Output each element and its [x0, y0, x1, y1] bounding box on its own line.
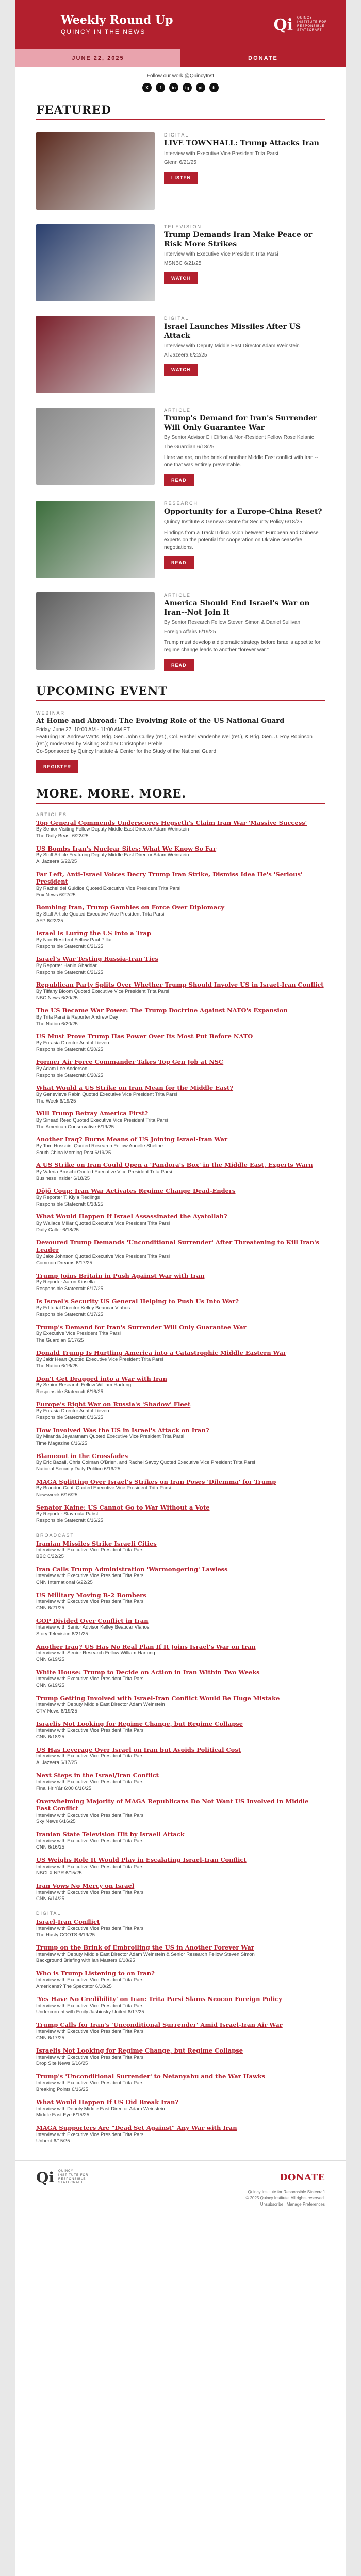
featured-title: FEATURED	[36, 104, 111, 117]
section-divider	[36, 803, 325, 804]
news-item-outlet: Drop Site News 6/16/25	[36, 2061, 88, 2067]
news-item	[36, 1452, 325, 1473]
footer-logo-mark: Qi	[36, 2169, 55, 2187]
footer	[15, 2160, 346, 2228]
news-item-meta: By Reporter T. Kiyla Redlings	[36, 1194, 100, 1200]
news-item-link[interactable]: MAGA Supporters Are "Dead Set Against" Any War with Iran	[36, 2124, 237, 2132]
featured-desc: Trump must develop a diplomatic strategy before Israel's appetite for regime change leads to another "forever war."	[164, 640, 321, 653]
news-item-outlet: Responsible Statecraft 6/16/25	[36, 1414, 103, 1420]
news-item-outlet: Newsweek 6/16/25	[36, 1492, 78, 1498]
news-item	[36, 955, 325, 976]
social-icon[interactable]: f	[156, 83, 165, 92]
news-item-link[interactable]: White House: Trump to Decide on Action in Iran Within Two Weeks	[36, 1668, 260, 1676]
news-item-meta: Interview with Executive Vice President Trita Parsi	[36, 1727, 145, 1734]
news-item-outlet: NBC News 6/20/25	[36, 995, 78, 1001]
featured-outlet: The Guardian 6/18/25	[164, 444, 215, 450]
news-item-meta: By Reporter Hanin Ghaddar	[36, 962, 97, 969]
news-item-outlet: Background Briefing with Ian Masters 6/18/25	[36, 1958, 135, 1964]
news-item-outlet: Middle East Eye 6/15/25	[36, 2112, 89, 2119]
date-bar	[15, 49, 346, 67]
news-item	[36, 1110, 325, 1130]
news-item-outlet: Final Hr Y&r 6:00 6/16/25	[36, 1785, 92, 1791]
social-icon[interactable]: X	[142, 83, 152, 92]
news-item-meta: Interview with Deputy Middle East Director Adam Weinstein & Senior Research Fellow Steven Simon	[36, 1951, 255, 1957]
news-item-outlet: Breaking Points 6/16/25	[36, 2087, 88, 2093]
news-item	[36, 819, 325, 840]
news-item-meta: Interview with Executive Vice President Trita Parsi	[36, 1547, 145, 1553]
header-subtitle: QUINCY IN THE NEWS	[61, 28, 146, 36]
featured-tag: DIGITAL	[164, 316, 189, 321]
news-item-link[interactable]: Trump's Demand for Iran's Surrender Will Only Guarantee War	[36, 1323, 247, 1331]
featured-body	[164, 501, 325, 578]
news-item-outlet: Story Television 6/21/25	[36, 1631, 88, 1637]
news-item-link[interactable]: Former Air Force Commander Takes Top Gen Job at NSC	[36, 1058, 224, 1066]
news-item-meta: Interview with Executive Vice President Trita Parsi	[36, 1863, 145, 1870]
social-icon[interactable]: yt	[196, 83, 205, 92]
featured-item	[15, 496, 346, 587]
category-label: BROADCAST	[36, 1532, 75, 1538]
news-item-link[interactable]: Trump Getting Involved with Israel-Iran Conflict Would Be Huge Mistake	[36, 1694, 280, 1702]
news-item-link[interactable]: Trump's 'Unconditional Surrender' to Netanyahu and the War Hawks	[36, 2073, 266, 2080]
news-item-outlet: Responsible Statecraft 6/20/25	[36, 1046, 103, 1053]
news-item-outlet: Unherd 6/15/25	[36, 2138, 70, 2144]
news-item-link[interactable]: Israelis Not Looking for Regime Change, but Regime Collapse	[36, 1720, 243, 1727]
news-item-meta: By Tiffany Bloom Quoted Executive Vice President Trita Parsi	[36, 988, 169, 994]
header-title: Weekly Round Up	[61, 13, 173, 27]
email-body	[15, 0, 346, 2576]
news-item-meta: Interview with Executive Vice President Trita Parsi	[36, 2080, 145, 2086]
news-item	[36, 1187, 325, 1208]
news-item-link[interactable]: What Would a US Strike on Iran Mean for the Middle East?	[36, 1084, 234, 1092]
featured-byline: Interview with Executive Vice President Trita Parsi	[164, 150, 278, 157]
news-item-meta: By Staff Article Quoted Executive Vice President Trita Parsi	[36, 911, 165, 917]
featured-byline: By Senior Advisor Eli Clifton & Non-Resident Fellow Rose Kelanic	[164, 435, 314, 440]
featured-title-link[interactable]: Trump's Demand for Iran's Surrender Will Only Guarantee War	[164, 414, 317, 432]
news-item-outlet: CNN International 6/22/25	[36, 1579, 93, 1585]
section-divider	[36, 700, 325, 701]
featured-body	[164, 408, 325, 486]
news-item	[36, 1239, 325, 1266]
featured-button[interactable]: READ	[164, 659, 194, 671]
featured-outlet: MSNBC 6/21/25	[164, 260, 202, 266]
news-item	[36, 1995, 325, 2016]
donate-button[interactable]: DONATE	[180, 49, 346, 67]
news-item-meta: By Executive Vice President Trita Parsi	[36, 1331, 121, 1337]
featured-tag: ARTICLE	[164, 408, 191, 413]
news-item	[36, 2124, 325, 2145]
news-item-meta: By Valeria Bruschi Quoted Executive Vice President Trita Parsi	[36, 1168, 172, 1175]
news-item-outlet: Fox News 6/22/25	[36, 892, 76, 898]
featured-button[interactable]: WATCH	[164, 272, 198, 284]
news-item-outlet: AFP 6/22/25	[36, 918, 63, 924]
footer-unsubscribe[interactable]: Unsubscribe | Manage Preferences	[260, 2202, 325, 2207]
news-item	[36, 1032, 325, 1053]
news-item-meta: By Non-Resident Fellow Paul Pillar	[36, 937, 112, 943]
news-item	[36, 1694, 325, 1715]
news-item-outlet: NBCLX NPR 6/15/25	[36, 1870, 82, 1876]
news-item-link[interactable]: Israel-Iran Conflict	[36, 1918, 100, 1926]
news-item-link[interactable]: Far Left, Anti-Israel Voices Decry Trump Iran Strike, Dismiss Idea He's 'Serious' President	[36, 871, 303, 886]
news-item	[36, 1084, 325, 1105]
featured-title-link[interactable]: Israel Launches Missiles After US Attack	[164, 323, 301, 340]
event-when: Friday, June 27, 10:00 AM - 11:00 AM ET	[36, 727, 130, 733]
news-item-meta: Interview with Deputy Middle East Director Adam Weinstein	[36, 1702, 165, 1708]
news-item	[36, 1918, 325, 1939]
news-item-outlet: CNN 6/14/25	[36, 1896, 64, 1902]
news-item-link[interactable]: Senator Kaine: US Cannot Go to War Without a Vote	[36, 1503, 210, 1511]
news-item-link[interactable]: GOP Divided Over Conflict in Iran	[36, 1617, 149, 1624]
social-icons	[15, 83, 346, 99]
news-item-outlet: BBC 6/22/25	[36, 1553, 64, 1560]
news-item-meta: By Eurasia Director Anatol Lieven	[36, 1408, 109, 1414]
featured-tag: RESEARCH	[164, 501, 199, 506]
news-item-meta: By Genevieve Rabin Quoted Executive Vice President Trita Parsi	[36, 1091, 177, 1097]
news-item	[36, 1324, 325, 1344]
news-item	[36, 1944, 325, 1964]
featured-item	[15, 402, 346, 496]
news-item	[36, 1478, 325, 1499]
news-item-meta: By Tom Hussaini Quoted Research Fellow Annelle Sheline	[36, 1143, 163, 1149]
news-item-link[interactable]: Europe's Right War on Russia's 'Shadow' Fleet	[36, 1400, 191, 1408]
featured-tag: ARTICLE	[164, 592, 191, 598]
news-item-meta: By Adam Lee Anderson	[36, 1065, 88, 1072]
news-item-meta: Interview with Executive Vice President Trita Parsi	[36, 2054, 145, 2060]
news-item-link[interactable]: Republican Party Splits Over Whether Trump Should Involve US in Israel-Iran Conflict	[36, 981, 324, 989]
news-item-link[interactable]: Trump Calls for Iran's 'Unconditional Surrender' Amid Israel-Iran Air War	[36, 2021, 283, 2029]
news-item-meta: By Sinead Reed Quoted Executive Vice President Trita Parsi	[36, 1117, 168, 1123]
news-item-outlet: Business Insider 6/18/25	[36, 1175, 90, 1181]
featured-byline: Quincy Institute & Geneva Centre for Security Policy 6/18/25	[164, 519, 302, 525]
featured-button[interactable]: READ	[164, 556, 194, 569]
news-item-link[interactable]: Trump Joins Britain in Push Against War with Iran	[36, 1272, 205, 1279]
featured-title-link[interactable]: Opportunity for a Europe-China Reset?	[164, 507, 322, 516]
news-item-link[interactable]: Overwhelming Majority of MAGA Republicans Do Not Want US Involved in Middle East Conflict	[36, 1797, 309, 1812]
issue-date: JUNE 22, 2025	[15, 49, 180, 67]
featured-body	[164, 592, 325, 671]
news-item-meta: Interview with Executive Vice President Trita Parsi	[36, 1812, 145, 1818]
news-item-link[interactable]: Another Iraq? Burns Means of US Joining Israel-Iran War	[36, 1136, 228, 1143]
news-item-outlet: CNN 6/19/25	[36, 1682, 64, 1688]
news-item-link[interactable]: How Involved Was the US in Israel's Attack on Iran?	[36, 1426, 209, 1434]
news-item-meta: Interview with Senior Research Fellow William Hartung	[36, 1650, 155, 1656]
news-item	[36, 1540, 325, 1561]
news-item-outlet: Responsible Statecraft 6/20/25	[36, 1072, 103, 1078]
news-item	[36, 1375, 325, 1396]
news-item	[36, 1831, 325, 1851]
featured-body	[164, 132, 325, 210]
news-item	[36, 1720, 325, 1741]
footer-donate-link[interactable]: DONATE	[280, 2172, 325, 2183]
news-item-link[interactable]: What Would Happen If US Did Break Iran?	[36, 2098, 179, 2106]
featured-photo[interactable]	[36, 132, 155, 210]
featured-desc: Here we are, on the brink of another Middle East conflict with Iran -- one that was entirely preventable.	[164, 455, 319, 468]
logo-mark: Qi	[273, 15, 293, 34]
news-item-link[interactable]: Iran Vows No Mercy on Israel	[36, 1882, 135, 1890]
news-item-meta: Interview with Senior Advisor Kelley Beaucar Vlahos	[36, 1624, 150, 1631]
event-featuring: Featuring Dr. Andrew Watts, Brig. Gen. John Curley (ret.), Col. Rachel Vandenheuvel (ret.), & Brig. Gen. J. Roy Robinson (ret.); moderated by Visiting Scholar Christopher Preble	[36, 734, 313, 747]
quincy-logo[interactable]	[273, 16, 333, 34]
news-item-link[interactable]: Top General Commends Underscores Hegseth's Claim Iran War 'Massive Success'	[36, 819, 307, 826]
featured-title-link[interactable]: America Should End Israel's War on Iran--Not Join It	[164, 599, 310, 617]
news-item	[36, 1136, 325, 1156]
news-item-outlet: Common Dreams 6/17/25	[36, 1260, 92, 1266]
register-button[interactable]: REGISTER	[36, 760, 78, 773]
news-item	[36, 1349, 325, 1370]
news-item-outlet: The Nation 6/16/25	[36, 1363, 78, 1369]
news-item-meta: By Eric Bazail, Chris Colman O'Brien, and Rachel Savoy Quoted Executive Vice President Trita Parsi	[36, 1460, 255, 1466]
featured-list	[15, 127, 346, 681]
news-item	[36, 1798, 325, 1825]
news-item	[36, 2047, 325, 2067]
news-item	[36, 904, 325, 924]
follow-text: Follow our work @QuincyInst	[146, 73, 215, 79]
news-item	[36, 1058, 325, 1079]
news-item-link[interactable]: Don't Get Dragged into a War with Iran	[36, 1375, 168, 1382]
news-item-outlet: CNN 6/17/25	[36, 2035, 64, 2041]
news-item-meta: Interview with Executive Vice President Trita Parsi	[36, 1753, 145, 1759]
more-list	[15, 812, 346, 2145]
news-item-meta: Interview with Executive Vice President Trita Parsi	[36, 1925, 145, 1931]
news-item-outlet: Responsible Statecraft 6/21/25	[36, 943, 103, 950]
news-item-outlet: Daily Caller 6/18/25	[36, 1227, 79, 1233]
news-item-outlet: Time Magazine 6/16/25	[36, 1440, 87, 1446]
news-item-link[interactable]: 'Yes Have No Credibility' on Iran: Trita Parsi Slams Neocon Foreign Policy	[36, 1995, 282, 2003]
news-item-link[interactable]: Trump on the Brink of Embroiling the US in Another Forever War	[36, 1944, 254, 1952]
news-item-meta: Interview with Executive Vice President Trita Parsi	[36, 1977, 145, 1983]
news-item-outlet: Responsible Statecraft 6/17/25	[36, 1311, 103, 1317]
featured-body	[164, 316, 325, 393]
header-banner	[15, 0, 346, 49]
news-item-outlet: Al Jazeera 6/22/25	[36, 859, 77, 865]
category-label: ARTICLES	[36, 812, 67, 817]
news-item-outlet: The American Conservative 6/19/25	[36, 1124, 114, 1130]
category-label: DIGITAL	[36, 1911, 61, 1917]
news-item-outlet: The Daily Beast 6/22/25	[36, 833, 89, 839]
news-item-link[interactable]: US Must Prove Trump Has Power Over Its Most Put Before NATO	[36, 1032, 253, 1040]
news-item-outlet: The Week 6/19/25	[36, 1098, 76, 1104]
featured-outlet: Foreign Affairs 6/19/25	[164, 629, 216, 635]
news-item-meta: Interview with Executive Vice President Trita Parsi	[36, 1779, 145, 1785]
social-icon[interactable]: tt	[209, 83, 219, 92]
news-item-link[interactable]: A US Strike on Iran Could Open a 'Pandora's Box' in the Middle East, Experts Warn	[36, 1161, 313, 1169]
news-item	[36, 2073, 325, 2093]
news-item-link[interactable]: What Would Happen If Israel Assassinated the Ayatollah?	[36, 1213, 227, 1221]
featured-item	[15, 587, 346, 681]
featured-body	[164, 224, 325, 301]
news-item-meta: By Senior Research Fellow William Hartung	[36, 1382, 132, 1388]
news-item	[36, 1746, 325, 1767]
news-item-link[interactable]: Israel's War Testing Russia-Iran Ties	[36, 955, 159, 963]
news-item	[36, 929, 325, 950]
news-item-meta: By Eurasia Director Anatol Lieven	[36, 1040, 109, 1046]
news-item-link[interactable]: Bombing Iran, Trump Gambles on Force Over Diplomacy	[36, 904, 225, 911]
news-item	[36, 1007, 325, 1027]
news-item-meta: By Trita Parsi & Reporter Andrew Day	[36, 1014, 118, 1020]
news-item-meta: By Rachel del Guidice Quoted Executive Vice President Trita Parsi	[36, 885, 181, 891]
news-item-meta: By Senior Visiting Fellow Deputy Middle East Director Adam Weinstein	[36, 826, 189, 833]
news-item-link[interactable]: Dōjō Coup: Iran War Activates Regime Change Dead-Enders	[36, 1187, 236, 1195]
news-item-outlet: Responsible Statecraft 6/18/25	[36, 1201, 103, 1207]
news-item-meta: Interview with Executive Vice President Trita Parsi	[36, 1599, 145, 1605]
news-item-outlet: Americans? The Spectator 6/18/25	[36, 1984, 112, 1990]
featured-button[interactable]: READ	[164, 474, 194, 486]
news-item-link[interactable]: Blameout in the Crossfades	[36, 1452, 128, 1460]
news-item-link[interactable]: US Weighs Role It Would Play in Escalating Israel-Iran Conflict	[36, 1856, 247, 1864]
news-item-link[interactable]: US Bombs Iran's Nuclear Sites: What We Know So Far	[36, 845, 217, 852]
news-item-outlet: CTV News 6/19/25	[36, 1708, 77, 1714]
event-tag: WEBINAR	[36, 710, 65, 716]
footer-logo[interactable]	[36, 2169, 94, 2186]
news-item-outlet: The Guardian 6/17/25	[36, 1337, 84, 1343]
news-item-meta: Interview with Executive Vice President Trita Parsi	[36, 1889, 145, 1895]
news-item-link[interactable]: Another Iraq? US Has No Real Plan If It Joins Israel's War on Iran	[36, 1642, 256, 1650]
section-divider	[36, 119, 325, 120]
featured-byline: Interview with Deputy Middle East Director Adam Weinstein	[164, 343, 300, 349]
news-item-outlet: Responsible Statecraft 6/16/25	[36, 1517, 103, 1523]
news-item	[36, 1213, 325, 1233]
news-item-meta: By Miranda Jeyaratnam Quoted Executive Vice President Trita Parsi	[36, 1434, 185, 1440]
featured-item	[15, 127, 346, 219]
news-item-outlet: Al Jazeera 6/17/25	[36, 1759, 77, 1766]
news-item-meta: By Jakir Heart Quoted Executive Vice President Trita Parsi	[36, 1357, 163, 1363]
news-item	[36, 1566, 325, 1586]
social-icon[interactable]: in	[169, 83, 178, 92]
news-item	[36, 1617, 325, 1638]
news-item-meta: By Brandon Conti Quoted Executive Vice President Trita Parsi	[36, 1485, 171, 1492]
featured-desc: Findings from a Track II discussion between European and Chinese experts on the potential for cooperation on Ukraine ceasefire negotiations.	[164, 530, 319, 550]
more-title: MORE. MORE. MORE.	[36, 787, 187, 801]
featured-outlet: Al Jazeera 6/22/25	[164, 352, 207, 358]
news-item-meta: By Reporter Stavroula Pabst	[36, 1511, 99, 1517]
featured-byline: By Senior Research Fellow Steven Simon & Daniel Sullivan	[164, 620, 301, 625]
news-item	[36, 2021, 325, 2042]
logo-text: QUINCY INSTITUTE FOR RESPONSIBLE STATECRAFT	[297, 16, 327, 32]
featured-item	[15, 219, 346, 311]
news-item-outlet: Responsible Statecraft 6/21/25	[36, 969, 103, 975]
news-item	[36, 2098, 325, 2119]
featured-photo[interactable]	[36, 408, 155, 485]
news-item	[36, 1298, 325, 1318]
featured-button[interactable]: LISTEN	[164, 172, 198, 184]
news-item	[36, 1856, 325, 1877]
news-item-link[interactable]: Donald Trump Is Hurtling America into a Catastrophic Middle Eastern War	[36, 1349, 286, 1357]
news-item-meta: By Jake Johnson Quoted Executive Vice President Trita Parsi	[36, 1253, 170, 1260]
news-item	[36, 1401, 325, 1421]
news-item-outlet: The Hasty COOTS 6/19/25	[36, 1932, 95, 1938]
news-item	[36, 871, 325, 899]
news-item-meta: By Reporter Aaron Kinsella	[36, 1279, 95, 1285]
event-title[interactable]: At Home and Abroad: The Evolving Role of the US National Guard	[36, 717, 285, 725]
featured-outlet: Glenn 6/21/25	[164, 160, 196, 165]
news-item	[36, 1161, 325, 1182]
featured-photo[interactable]	[36, 501, 155, 578]
news-item-outlet: Undercurrent with Emily Jashinsky United 6/17/25	[36, 2009, 144, 2015]
news-item-link[interactable]: US Has Leverage Over Israel on Iran but Avoids Political Cost	[36, 1745, 241, 1753]
upcoming-title: UPCOMING EVENT	[36, 685, 168, 698]
news-item-link[interactable]: US Military Moving B-2 Bombers	[36, 1591, 146, 1599]
news-item-outlet: The Nation 6/20/25	[36, 1021, 78, 1027]
featured-tag: TELEVISION	[164, 224, 202, 229]
news-item	[36, 845, 325, 866]
news-item-outlet: National Security Daily Politico 6/16/25	[36, 1466, 121, 1472]
featured-photo[interactable]	[36, 224, 155, 301]
featured-photo[interactable]	[36, 592, 155, 670]
news-item-link[interactable]: Iranian State Television Hit by Israeli Attack	[36, 1831, 185, 1838]
news-item-outlet: CNN 6/19/25	[36, 1656, 64, 1663]
featured-photo[interactable]	[36, 316, 155, 393]
news-item-meta: Interview with Executive Vice President Trita Parsi	[36, 2028, 145, 2035]
news-item-outlet: CNN 6/21/25	[36, 1605, 64, 1611]
featured-tag: DIGITAL	[164, 132, 189, 138]
featured-title-link[interactable]: Trump Demands Iran Make Peace or Risk More Strikes	[164, 231, 313, 248]
featured-button[interactable]: WATCH	[164, 364, 198, 376]
news-item-meta: Interview with Deputy Middle East Director Adam Weinstein	[36, 2106, 165, 2112]
footer-logo-text: QUINCY INSTITUTE FOR RESPONSIBLE STATECRAFT	[58, 2170, 89, 2185]
news-item-outlet: South China Morning Post 6/19/25	[36, 1149, 111, 1156]
news-item-outlet: CNN 6/16/25	[36, 1844, 64, 1851]
news-item-link[interactable]: Iran Calls Trump Administration 'Warmongering' Lawless	[36, 1565, 228, 1573]
event-sponsor: Co-Sponsored by Quincy Institute & Center for the Study of the National Guard	[36, 749, 217, 754]
news-item	[36, 1882, 325, 1903]
news-item-meta: By Wallace Millar Quoted Executive Vice President Trita Parsi	[36, 1220, 170, 1226]
news-item	[36, 1427, 325, 1447]
news-item-outlet: Responsible Statecraft 6/16/25	[36, 1388, 103, 1395]
upcoming-event	[15, 708, 346, 783]
news-item	[36, 1591, 325, 1612]
news-item	[36, 1669, 325, 1689]
news-item-link[interactable]: Devoured Trump Demands 'Unconditional Surrender' After Threatening to Kill Iran's Leader	[36, 1239, 320, 1253]
news-item-meta: Interview with Executive Vice President Trita Parsi	[36, 1838, 145, 1844]
news-item	[36, 1504, 325, 1524]
news-item-link[interactable]: Israelis Not Looking for Regime Change, but Regime Collapse	[36, 2047, 243, 2055]
news-item-link[interactable]: Next Steps in the Israel/Iran Conflict	[36, 1771, 159, 1779]
news-item-link[interactable]: Is Israel's Security US General Helping to Push Us Into War?	[36, 1297, 239, 1305]
news-item	[36, 1772, 325, 1792]
news-item	[36, 1643, 325, 1664]
news-item-link[interactable]: Israel Is Luring the US Into a Trap	[36, 929, 151, 937]
news-item-outlet: Responsible Statecraft 6/17/25	[36, 1285, 103, 1292]
news-item	[36, 1272, 325, 1293]
featured-byline: Interview with Executive Vice President Trita Parsi	[164, 251, 278, 257]
news-item-meta: Interview with Executive Vice President Trita Parsi	[36, 1573, 145, 1579]
news-item-link[interactable]: MAGA Splitting Over Israel's Strikes on Iran Poses 'Dilemma' for Trump	[36, 1478, 276, 1485]
social-icon[interactable]: ig	[183, 83, 192, 92]
news-item-meta: By Editorial Director Kelley Beaucar Vlahos	[36, 1305, 130, 1311]
featured-title-link[interactable]: LIVE TOWNHALL: Trump Attacks Iran	[164, 139, 319, 147]
news-item	[36, 1970, 325, 1990]
news-item-outlet: CNN 6/18/25	[36, 1734, 64, 1740]
news-item-outlet: Sky News 6/16/25	[36, 1819, 76, 1825]
news-item-meta: Interview with Executive Vice President Trita Parsi	[36, 2003, 145, 2009]
featured-item	[15, 311, 346, 402]
footer-copyright: © 2025 Quincy Institute. All rights reserved.	[245, 2196, 325, 2201]
news-item-meta: Interview with Executive Vice President Trita Parsi	[36, 2131, 145, 2138]
footer-org: Quincy Institute for Responsible Statecraft	[248, 2190, 325, 2195]
news-item-link[interactable]: Who is Trump Listening to on Iran?	[36, 1970, 155, 1977]
news-item-meta: By Staff Article Featuring Deputy Middle East Director Adam Weinstein	[36, 852, 189, 858]
news-item-meta: Interview with Executive Vice President Trita Parsi	[36, 1676, 145, 1682]
news-item-link[interactable]: Will Trump Betray America First?	[36, 1110, 149, 1117]
news-item-link[interactable]: Iranian Missiles Strike Israeli Cities	[36, 1539, 157, 1547]
news-item-link[interactable]: The US Became War Power: The Trump Doctrine Against NATO's Expansion	[36, 1007, 288, 1014]
news-item	[36, 981, 325, 1002]
